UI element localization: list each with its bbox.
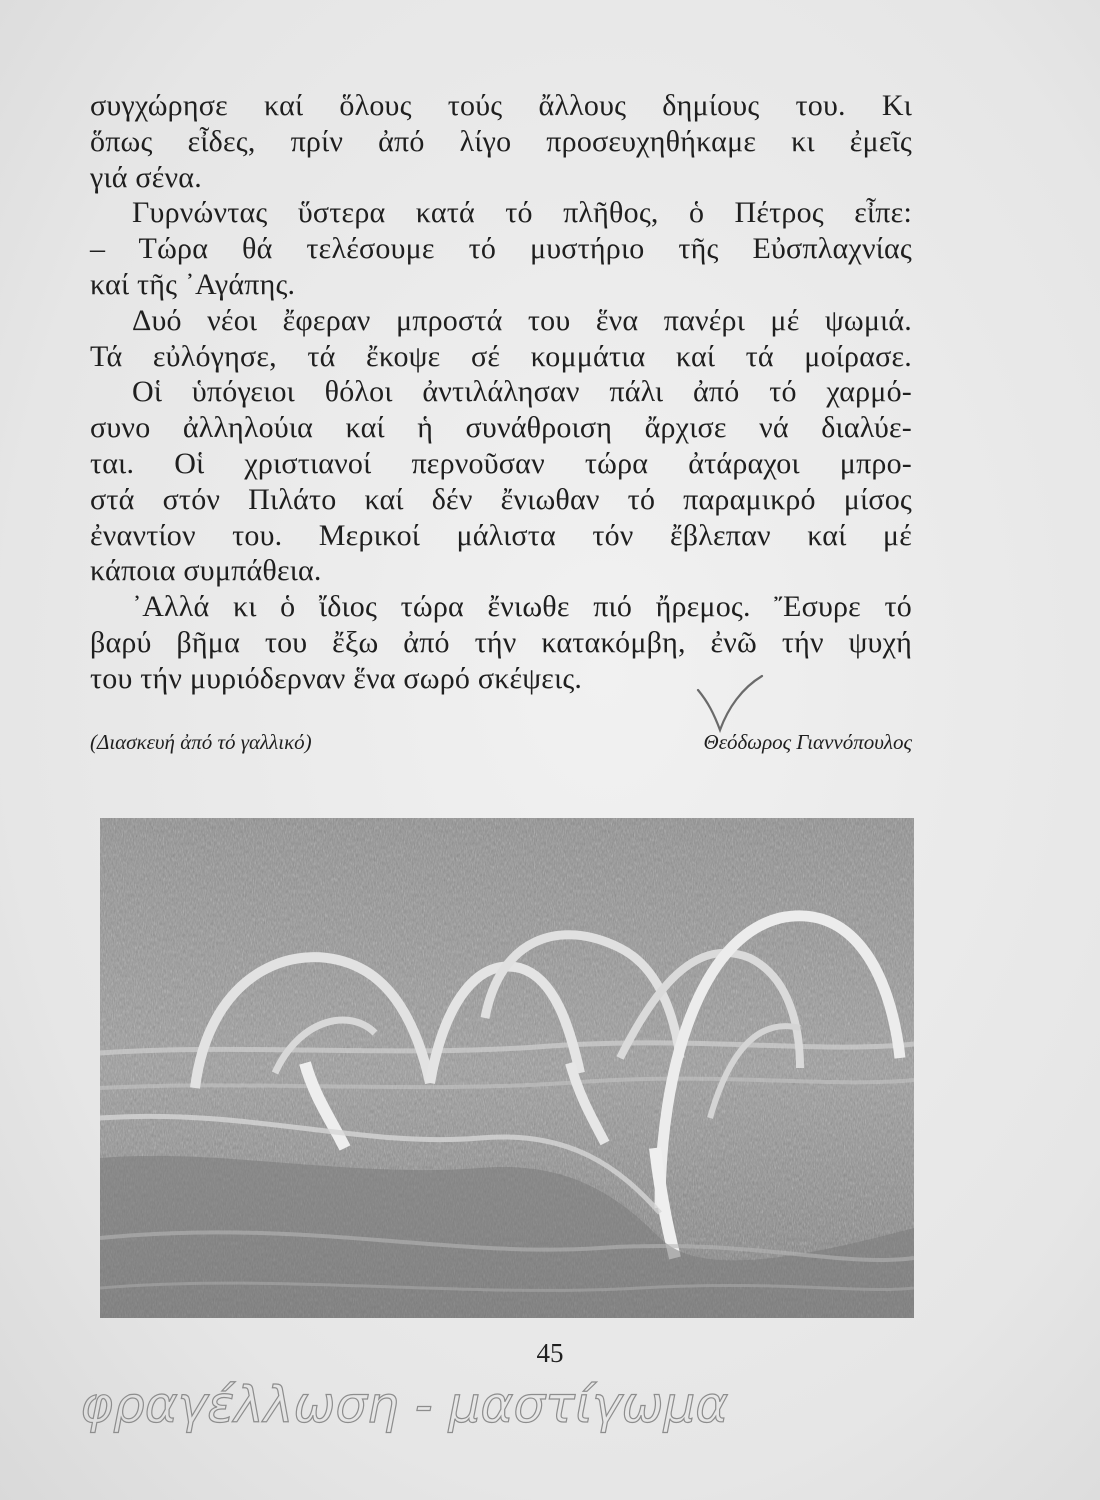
body-line: Τά εὐλόγησε, τά ἔκοψε σέ κομμάτια καί τά μοίρασε. [90, 339, 912, 373]
source-note: (Διασκευή ἀπό τό γαλλικό) [90, 730, 312, 754]
handwritten-note [80, 1360, 760, 1450]
body-line: συνο ἀλληλούια καί ἡ συνάθροιση ἄρχισε νά διαλύε- [90, 411, 912, 445]
body-line: συγχώρησε καί ὅλους τούς ἄλλους δημίους του. Κι [90, 89, 912, 122]
body-line: γιά σένα. [90, 160, 202, 194]
body-line: Οἱ ὑπόγειοι θόλοι ἀντιλάλησαν πάλι ἀπό τό χαρμό- [132, 375, 912, 409]
page-number: 45 [536, 1338, 564, 1368]
author-name: Θεόδωρος Γιαννόπουλος [703, 730, 912, 754]
body-line: του τήν μυριόδερναν ἕνα σωρό σκέψεις. [90, 661, 583, 695]
body-text [90, 88, 912, 697]
body-line: καί τῆς ᾿Αγάπης. [90, 267, 296, 301]
body-line: Γυρνώντας ὕστερα κατά τό πλῆθος, ὁ Πέτρος εἶπε: [132, 196, 912, 230]
body-line: βαρύ βῆμα του ἔξω ἀπό τήν κατακόμβη, ἐνῶ τήν ψυχή [90, 625, 912, 659]
body-line: – Τώρα θά τελέσουμε τό μυστήριο τῆς Εὐσπλαχνίας [90, 232, 912, 266]
body-line: ᾿Αλλά κι ὁ ἴδιος τώρα ἔνιωθε πιό ἤρεμος. Ἔσυρε τό [132, 590, 912, 624]
handwritten-note-text: φραγέλλωση - μαστίγωμα [80, 1376, 729, 1434]
body-line: Δυό νέοι ἔφεραν μπροστά του ἕνα πανέρι μέ ψωμιά. [132, 303, 912, 337]
body-line: ὅπως εἶδες, πρίν ἀπό λίγο προσευχηθήκαμε κι ἐμεῖς [90, 124, 912, 158]
body-line: ται. Οἱ χριστιανοί περνοῦσαν τώρα ἀτάραχοι μπρο- [90, 446, 912, 480]
body-line: στά στόν Πιλάτο καί δέν ἔνιωθαν τό παραμικρό μίσος [90, 482, 912, 516]
body-line: ἐναντίον του. Μερικοί μάλιστα τόν ἔβλεπαν καί μέ [90, 518, 912, 552]
caption-row [90, 730, 912, 770]
catacomb-illustration [100, 818, 914, 1318]
body-line: κάποια συμπάθεια. [90, 554, 322, 588]
